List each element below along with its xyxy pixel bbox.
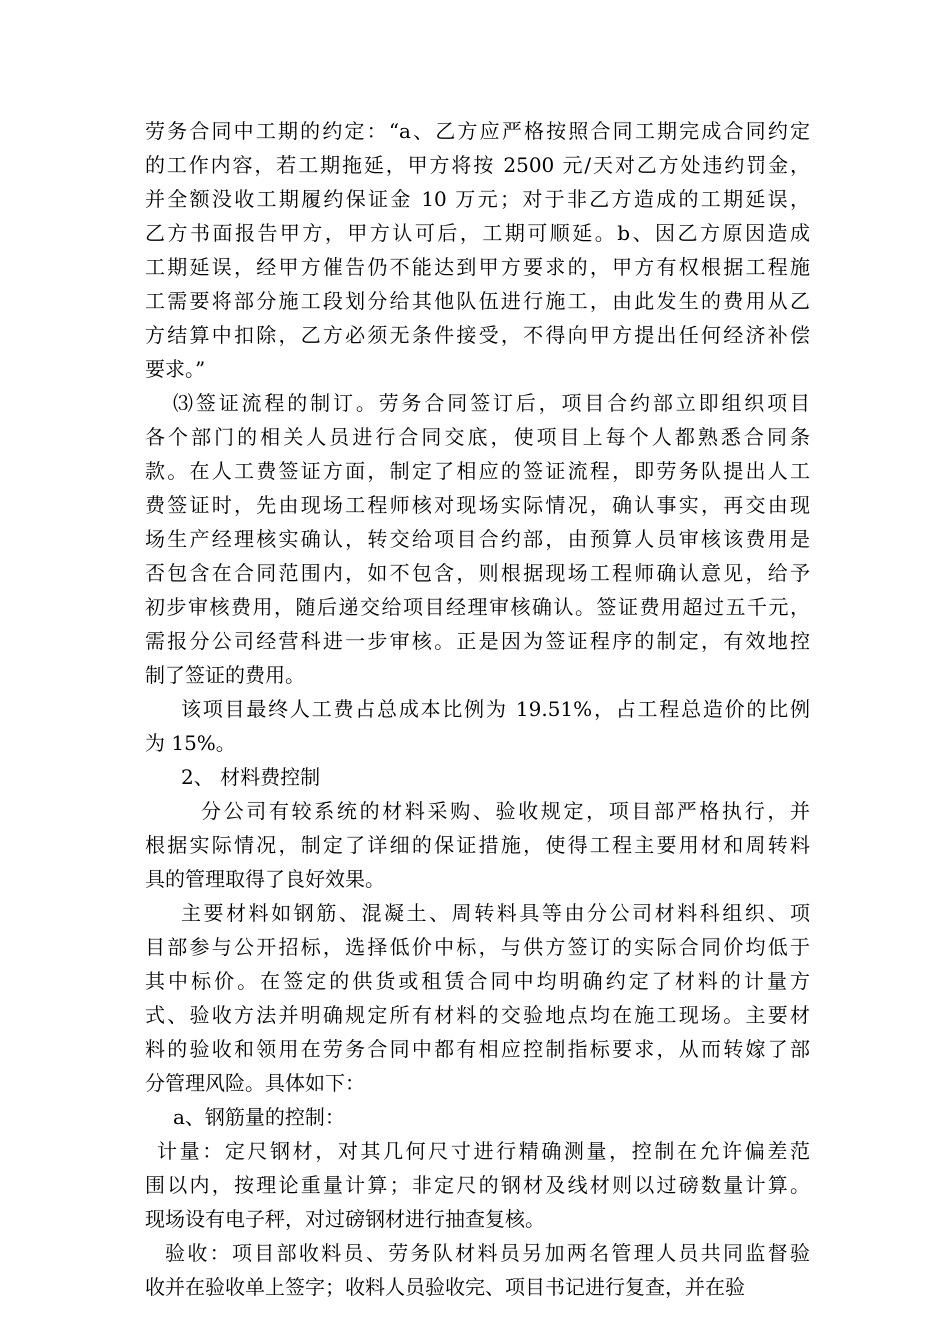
paragraph-main-materials [145,896,810,1100]
text-line: 分公司有较系统的材料采购、验收规定，项目部严格执行，并 [201,799,810,823]
text-line: 乙方书面报告甲方，甲方认可后，工期可顺延。b、因乙方原因造成 [145,221,810,245]
document-page [145,114,810,1304]
text-line: 收并在验收单上签字；收料人员验收完、项目书记进行复查，并在验 [145,1275,745,1299]
text-line: 劳务合同中工期的约定：“a、乙方应严格按照合同工期完成合同约定 [145,119,810,143]
text-line: 需报分公司经营科进一步审核。正是因为签证程序的制定，有效地控 [145,629,810,653]
paragraph-contract-period-clause [145,114,810,386]
text-line: 主要材料如钢筋、混凝土、周转料具等由分公司材料科组织、项 [181,901,810,925]
text-line: 方结算中扣除，乙方必须无条件接受，不得向甲方提出任何经济补偿 [145,323,810,347]
text-line: 为 15%。 [145,731,236,755]
text-line: 要求。” [145,357,206,381]
paragraph-rebar-acceptance [145,1236,810,1304]
text-line: 验收：项目部收料员、劳务队材料员另加两名管理人员共同监督验 [165,1241,810,1265]
text-line: 并全额没收工期履约保证金 10 万元；对于非乙方造成的工期延误， [145,187,810,211]
paragraph-visa-process [145,386,810,692]
text-line: 制了签证的费用。 [145,663,305,687]
text-line: 分管理风险。具体如下： [145,1071,365,1095]
paragraph-material-rules [145,794,810,896]
text-line: 场生产经理核实确认，转交给项目合约部，由预算人员审核该费用是 [145,527,810,551]
text-line: 初步审核费用，随后递交给项目经理审核确认。签证费用超过五千元， [145,595,810,619]
text-line: 2、 材料费控制 [181,765,321,789]
text-line: 工期延误，经甲方催告仍不能达到甲方要求的，甲方有权根据工程施 [145,255,810,279]
text-line: 的工作内容，若工期拖延，甲方将按 2500 元/天对乙方处违约罚金， [145,153,810,177]
text-line: a、钢筋量的控制： [173,1105,345,1129]
paragraph-section-2-heading [145,760,810,794]
paragraph-rebar-measurement [145,1134,810,1236]
text-line: ⑶签证流程的制订。劳务合同签订后，项目合约部立即组织项目 [173,391,810,415]
text-line: 计量：定尺钢材，对其几何尺寸进行精确测量，控制在允许偏差范 [157,1139,810,1163]
paragraph-rebar-heading [145,1100,810,1134]
text-line: 料的验收和领用在劳务合同中都有相应控制指标要求，从而转嫁了部 [145,1037,810,1061]
text-line: 围以内，按理论重量计算；非定尺的钢材及线材则以过磅数量计算。 [145,1173,810,1197]
text-line: 费签证时，先由现场工程师核对现场实际情况，确认事实，再交由现 [145,493,810,517]
text-line: 式、验收方法并明确规定所有材料的交验地点均在施工现场。主要材 [145,1003,810,1027]
text-line: 该项目最终人工费占总成本比例为 19.51%，占工程总造价的比例 [181,697,810,721]
text-line: 否包含在合同范围内，如不包含，则根据现场工程师确认意见，给予 [145,561,810,585]
text-line: 工需要将部分施工段划分给其他队伍进行施工，由此发生的费用从乙 [145,289,810,313]
text-line: 根据实际情况，制定了详细的保证措施，使得工程主要用材和周转料 [145,833,810,857]
text-line: 款。在人工费签证方面，制定了相应的签证流程，即劳务队提出人工 [145,459,810,483]
text-line: 现场设有电子秤，对过磅钢材进行抽查复核。 [145,1207,545,1231]
text-line: 具的管理取得了良好效果。 [145,867,385,891]
text-line: 各个部门的相关人员进行合同交底，使项目上每个人都熟悉合同条 [145,425,810,449]
text-line: 目部参与公开招标，选择低价中标，与供方签订的实际合同价均低于 [145,935,810,959]
paragraph-labor-cost-ratio [145,692,810,760]
text-line: 其中标价。在签定的供货或租赁合同中均明确约定了材料的计量方 [145,969,810,993]
